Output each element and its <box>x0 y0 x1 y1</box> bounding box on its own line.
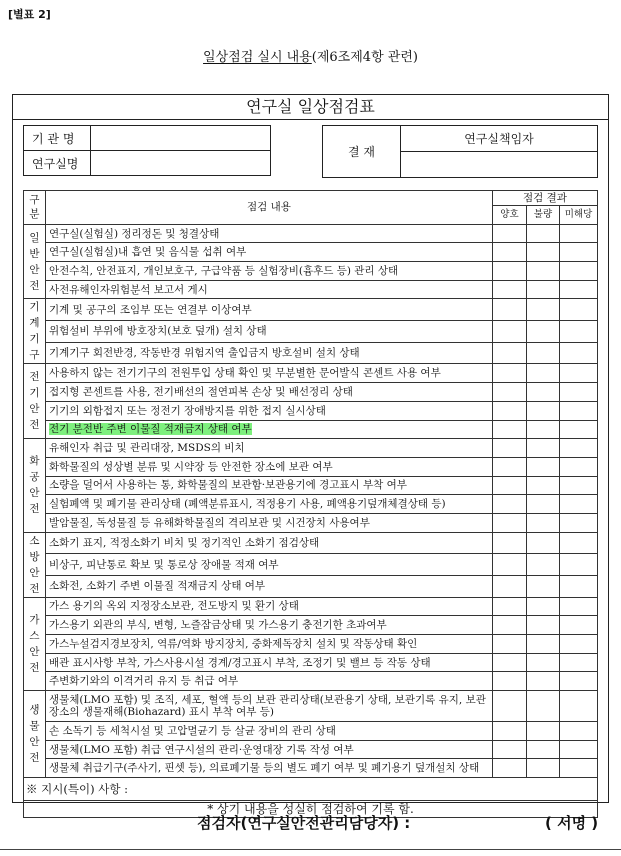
check-item-text: 사용하지 않는 전기기구의 전원투입 상태 확인 및 무분별한 문어발식 콘센트 사용 여부 <box>49 367 441 380</box>
result-na-cell[interactable] <box>559 597 597 616</box>
result-bad-cell[interactable] <box>526 476 559 495</box>
annex-label: [별표 2] <box>8 8 51 21</box>
result-na-cell[interactable] <box>559 224 597 243</box>
col-result: 점검 결과 <box>492 191 597 206</box>
result-good-cell[interactable] <box>492 691 526 722</box>
table-row <box>24 672 598 691</box>
category-0: 일반안전 <box>24 224 46 299</box>
lab-manager-label: 연구실책임자 <box>401 126 598 152</box>
result-bad-cell[interactable] <box>526 653 559 672</box>
sign-label: ( 서명 ) <box>545 814 599 832</box>
table-row <box>24 457 598 476</box>
table-row <box>24 691 598 722</box>
check-item <box>46 321 493 343</box>
check-item <box>46 722 493 741</box>
category-4: 소방안전 <box>24 532 46 597</box>
check-item <box>46 616 493 635</box>
result-na-cell[interactable] <box>559 262 597 281</box>
check-item <box>46 457 493 476</box>
result-good-cell[interactable] <box>492 513 526 532</box>
result-na-cell[interactable] <box>559 759 597 778</box>
check-item <box>46 439 493 458</box>
note-row <box>24 778 598 801</box>
divider <box>0 849 621 850</box>
check-item-text: 유해인자 취급 및 관리대장, MSDS의 비치 <box>49 442 245 455</box>
check-item <box>46 262 493 281</box>
result-na-cell[interactable] <box>559 342 597 364</box>
check-item <box>46 532 493 554</box>
result-na-cell[interactable] <box>559 495 597 514</box>
result-na-cell[interactable] <box>559 476 597 495</box>
result-bad-cell[interactable] <box>526 243 559 262</box>
check-item-text: 비상구, 피난통로 확보 및 통로상 장애물 적재 여부 <box>49 558 279 571</box>
result-bad-cell[interactable] <box>526 722 559 741</box>
check-item <box>46 554 493 576</box>
result-na-cell[interactable] <box>559 364 597 383</box>
result-na-cell[interactable] <box>559 457 597 476</box>
check-item <box>46 653 493 672</box>
check-item <box>46 476 493 495</box>
info-table <box>23 125 271 176</box>
approval-table <box>322 125 598 178</box>
check-item <box>46 299 493 321</box>
check-item <box>46 691 493 722</box>
category-2: 전기안전 <box>24 364 46 439</box>
result-bad-cell[interactable] <box>526 364 559 383</box>
result-bad-cell[interactable] <box>526 740 559 759</box>
table-row <box>24 476 598 495</box>
check-item-text: 주변화기와의 이격거리 유지 등 취급 여부 <box>49 675 239 688</box>
inspection-form <box>12 94 609 817</box>
check-item-text: 안전수칙, 안전표지, 개인보호구, 구급약품 등 실험장비(흄후드 등) 관리 상태 <box>49 264 399 277</box>
lab-label: 연구실명 <box>24 151 91 176</box>
result-good-cell[interactable] <box>492 495 526 514</box>
category-3: 화공안전 <box>24 439 46 532</box>
col-bad: 불량 <box>526 206 559 225</box>
result-bad-cell[interactable] <box>526 532 559 554</box>
result-good-cell[interactable] <box>492 401 526 420</box>
result-good-cell[interactable] <box>492 740 526 759</box>
check-item <box>46 342 493 364</box>
table-row <box>24 243 598 262</box>
result-good-cell[interactable] <box>492 299 526 321</box>
result-bad-cell[interactable] <box>526 342 559 364</box>
check-item <box>46 383 493 402</box>
result-bad-cell[interactable] <box>526 597 559 616</box>
table-row <box>24 321 598 343</box>
result-na-cell[interactable] <box>559 439 597 458</box>
check-item <box>46 597 493 616</box>
check-item <box>46 364 493 383</box>
check-item-text: 생물체 취급기구(주사기, 핀셋 등), 의료폐기물 등의 별도 폐기 여부 및 폐기용기 덮개설치 상태 <box>49 762 480 775</box>
result-bad-cell[interactable] <box>526 262 559 281</box>
check-item <box>46 759 493 778</box>
check-item-text: 소화전, 소화기 주변 이물질 적재금지 상태 여부 <box>49 580 266 593</box>
check-item-text: 손 소독기 등 세척시설 및 고압멸균기 등 살균 장비의 관리 상태 <box>49 724 336 737</box>
result-good-cell[interactable] <box>492 262 526 281</box>
check-item-text: 가스용기 외관의 부식, 변형, 노즐잠금상태 및 가스용기 충전기한 초과여부 <box>49 619 387 632</box>
result-good-cell[interactable] <box>492 759 526 778</box>
check-item <box>46 224 493 243</box>
result-na-cell[interactable] <box>559 616 597 635</box>
result-bad-cell[interactable] <box>526 280 559 299</box>
table-row <box>24 342 598 364</box>
table-row <box>24 597 598 616</box>
subtitle <box>0 46 621 65</box>
check-item-text: 기계 및 공구의 조임부 또는 연결부 이상여부 <box>49 303 252 316</box>
result-good-cell[interactable] <box>492 672 526 691</box>
check-item <box>46 575 493 597</box>
result-na-cell[interactable] <box>559 635 597 654</box>
table-row <box>24 439 598 458</box>
table-row <box>24 554 598 576</box>
result-na-cell[interactable] <box>559 420 597 439</box>
result-bad-cell[interactable] <box>526 439 559 458</box>
result-na-cell[interactable] <box>559 280 597 299</box>
result-na-cell[interactable] <box>559 513 597 532</box>
result-na-cell[interactable] <box>559 740 597 759</box>
lab-field[interactable] <box>91 151 271 176</box>
check-item <box>46 740 493 759</box>
check-item-text: 생물체(LMO 포함) 취급 연구시설의 관리·운영대장 기록 작성 여부 <box>49 743 354 756</box>
col-content: 점검 내용 <box>46 191 493 225</box>
result-na-cell[interactable] <box>559 672 597 691</box>
result-na-cell[interactable] <box>559 383 597 402</box>
result-good-cell[interactable] <box>492 383 526 402</box>
result-bad-cell[interactable] <box>526 224 559 243</box>
table-row <box>24 262 598 281</box>
check-item-text: 연구실(실험실)내 흡연 및 음식물 섭취 여부 <box>49 246 247 259</box>
lab-manager-sign-field[interactable] <box>401 152 598 178</box>
table-row <box>24 420 598 439</box>
table-row <box>24 513 598 532</box>
check-item-text: 가스 용기의 옥외 지정장소보관, 전도방지 및 환기 상태 <box>49 600 299 613</box>
result-na-cell[interactable] <box>559 532 597 554</box>
check-item <box>46 420 493 439</box>
category-6: 생물안전 <box>24 691 46 778</box>
check-item <box>46 672 493 691</box>
category-1: 기계기구 <box>24 299 46 364</box>
institution-field[interactable] <box>91 126 271 151</box>
result-good-cell[interactable] <box>492 635 526 654</box>
approval-label: 결 재 <box>323 126 401 178</box>
result-na-cell[interactable] <box>559 722 597 741</box>
result-good-cell[interactable] <box>492 532 526 554</box>
check-item-text: 연구실(실험실) 정리정돈 및 청결상태 <box>49 227 220 240</box>
result-na-cell[interactable] <box>559 299 597 321</box>
result-good-cell[interactable] <box>492 364 526 383</box>
note-field[interactable]: ※ 지시(특이) 사항 : <box>24 778 598 801</box>
result-bad-cell[interactable] <box>526 457 559 476</box>
table-row <box>24 224 598 243</box>
result-good-cell[interactable] <box>492 243 526 262</box>
result-good-cell[interactable] <box>492 597 526 616</box>
table-row <box>24 495 598 514</box>
result-bad-cell[interactable] <box>526 299 559 321</box>
result-good-cell[interactable] <box>492 420 526 439</box>
footer-note: * 상기 내용을 성실히 점검하여 기록 함. <box>24 801 598 818</box>
subtitle-ref: (제6조제4항 관련) <box>311 50 418 65</box>
result-na-cell[interactable] <box>559 691 597 722</box>
result-na-cell[interactable] <box>559 653 597 672</box>
col-na: 미해당 <box>559 206 597 225</box>
result-bad-cell[interactable] <box>526 513 559 532</box>
result-bad-cell[interactable] <box>526 495 559 514</box>
result-bad-cell[interactable] <box>526 554 559 576</box>
col-category: 구분 <box>24 191 46 225</box>
table-row <box>24 635 598 654</box>
table-row <box>24 653 598 672</box>
result-good-cell[interactable] <box>492 554 526 576</box>
result-good-cell[interactable] <box>492 342 526 364</box>
table-row <box>24 280 598 299</box>
result-bad-cell[interactable] <box>526 401 559 420</box>
table-row <box>24 740 598 759</box>
check-item-text: 실험폐액 및 폐기물 관리상태 (폐액분류표시, 적정용기 사용, 폐액용기덮개체결상태 등) <box>49 498 446 511</box>
result-na-cell[interactable] <box>559 321 597 343</box>
check-item-text: 화학물질의 성상별 분류 및 시약장 등 안전한 장소에 보관 여부 <box>49 460 333 473</box>
result-bad-cell[interactable] <box>526 672 559 691</box>
check-item-text: 소화기 표지, 적정소화기 비치 및 정기적인 소화기 점검상태 <box>49 536 320 549</box>
form-title: 연구실 일상점검표 <box>13 95 608 120</box>
check-item <box>46 280 493 299</box>
table-row <box>24 401 598 420</box>
result-good-cell[interactable] <box>492 280 526 299</box>
check-item <box>46 513 493 532</box>
result-na-cell[interactable] <box>559 243 597 262</box>
check-item-text: 기계기구 회전반경, 작동반경 위험지역 출입금지 방호설비 설치 상태 <box>49 347 360 360</box>
check-item-text: 전기 분전반 주변 이물질 적재금지 상태 여부 <box>49 423 252 436</box>
check-item <box>46 635 493 654</box>
result-na-cell[interactable] <box>559 554 597 576</box>
result-good-cell[interactable] <box>492 653 526 672</box>
check-item <box>46 401 493 420</box>
col-good: 양호 <box>492 206 526 225</box>
check-item <box>46 243 493 262</box>
result-na-cell[interactable] <box>559 401 597 420</box>
result-bad-cell[interactable] <box>526 321 559 343</box>
table-row <box>24 759 598 778</box>
result-good-cell[interactable] <box>492 224 526 243</box>
check-item-text: 위험설비 부위에 방호장치(보호 덮개) 설치 상태 <box>49 325 267 338</box>
table-row <box>24 383 598 402</box>
check-item <box>46 495 493 514</box>
result-good-cell[interactable] <box>492 476 526 495</box>
result-good-cell[interactable] <box>492 722 526 741</box>
result-good-cell[interactable] <box>492 457 526 476</box>
institution-label: 기 관 명 <box>24 126 91 151</box>
result-bad-cell[interactable] <box>526 616 559 635</box>
check-item-text: 발암물질, 독성물질 등 유해화학물질의 격리보관 및 시건장치 사용여부 <box>49 516 370 529</box>
result-good-cell[interactable] <box>492 439 526 458</box>
checklist-table <box>23 190 598 818</box>
inspector-label: 점검자(연구실안전관리담당자) : <box>197 814 411 832</box>
check-item-text: 소량을 덜어서 사용하는 통, 화학물질의 보관함·보관용기에 경고표시 부착 여부 <box>49 479 407 492</box>
table-row <box>24 532 598 554</box>
check-item-text: 가스누설검지경보장치, 역류/역화 방지장치, 중화제독장치 설치 및 작동상태 확인 <box>49 637 418 650</box>
result-good-cell[interactable] <box>492 616 526 635</box>
result-bad-cell[interactable] <box>526 420 559 439</box>
table-row <box>24 616 598 635</box>
result-bad-cell[interactable] <box>526 383 559 402</box>
check-item-text: 기기의 외함접지 또는 정전기 장애방지를 위한 접지 실시상태 <box>49 404 326 417</box>
table-row <box>24 364 598 383</box>
result-na-cell[interactable] <box>559 575 597 597</box>
table-row <box>24 299 598 321</box>
subtitle-main: 일상점검 실시 내용 <box>203 50 312 65</box>
check-item-text: 사전유해인자위험분석 보고서 게시 <box>49 283 208 296</box>
check-item-text: 접지형 콘센트를 사용, 전기배선의 절연피복 손상 및 배선정리 상태 <box>49 385 353 398</box>
result-bad-cell[interactable] <box>526 575 559 597</box>
table-row <box>24 722 598 741</box>
check-item-text: 배관 표시사항 부착, 가스사용시설 경계/경고표시 부착, 조정기 및 밸브 등 작동 상태 <box>49 656 431 669</box>
result-bad-cell[interactable] <box>526 691 559 722</box>
table-row <box>24 575 598 597</box>
category-5: 가스안전 <box>24 597 46 690</box>
result-good-cell[interactable] <box>492 321 526 343</box>
result-bad-cell[interactable] <box>526 759 559 778</box>
result-bad-cell[interactable] <box>526 635 559 654</box>
result-good-cell[interactable] <box>492 575 526 597</box>
check-item-text: 생물체(LMO 포함) 및 조직, 세포, 혈액 등의 보관 관리상태(보관용기 상태, 보관기록 유지, 보관 장소의 생물재해(Biohazard) 표시 부착 여부 등) <box>49 694 486 719</box>
